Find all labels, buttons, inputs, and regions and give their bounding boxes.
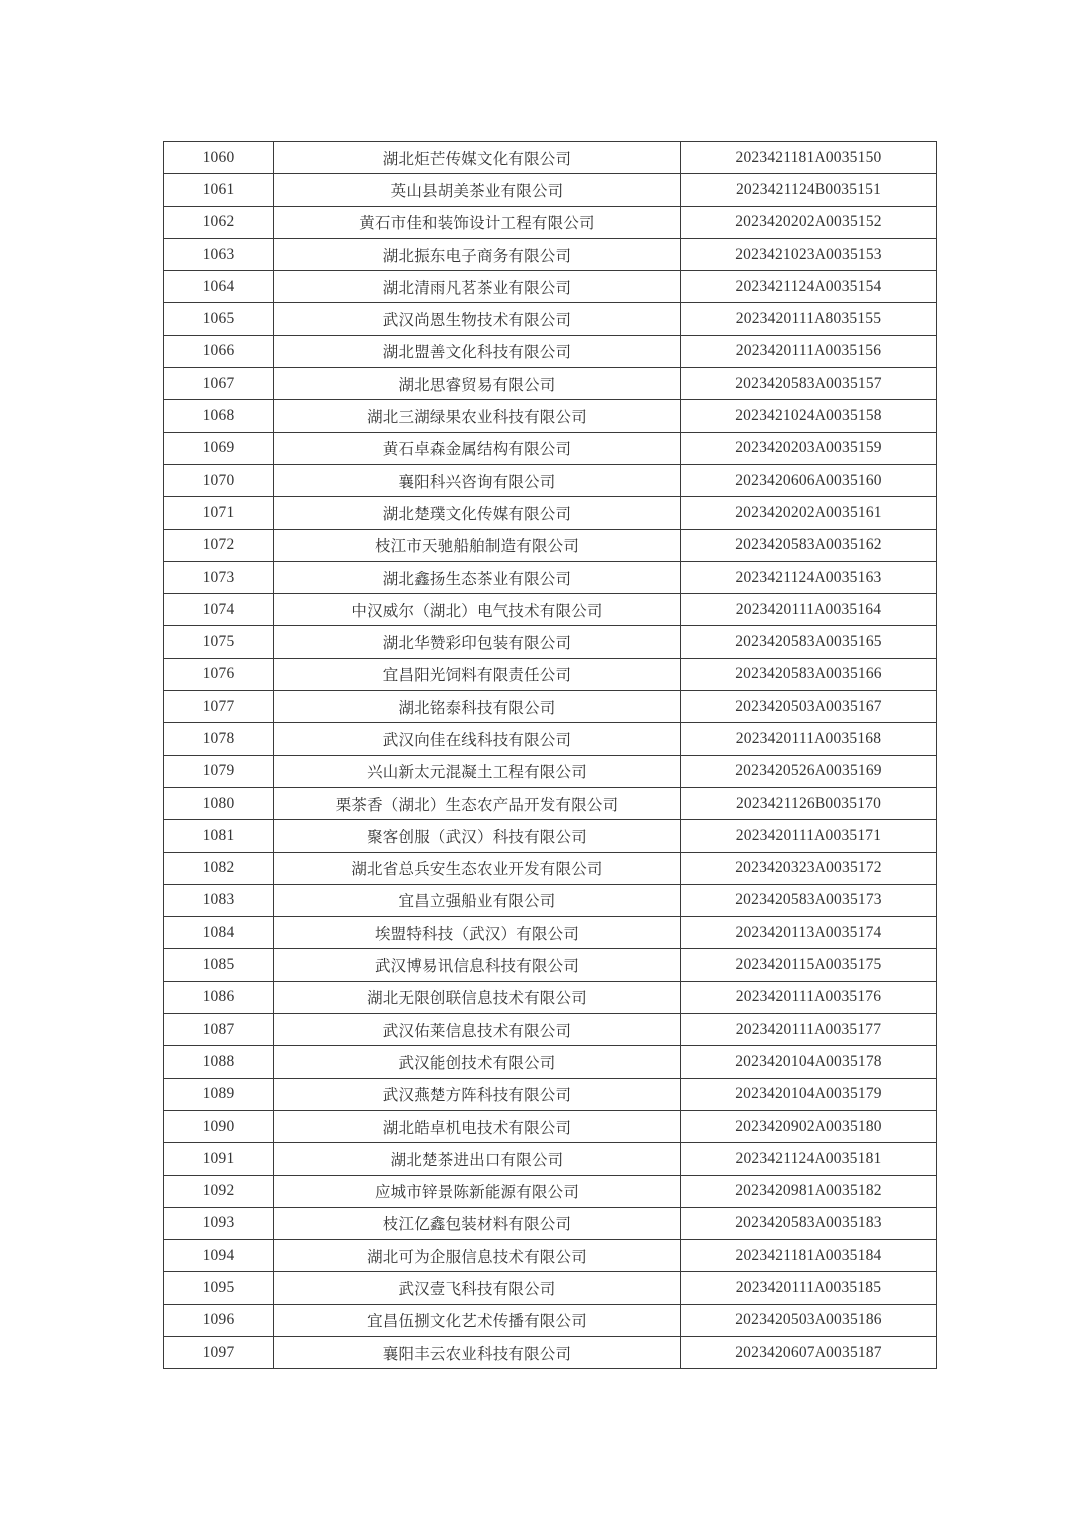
registration-code-cell: 2023420902A0035180 (681, 1110, 937, 1142)
table-row (164, 1336, 937, 1368)
table-row (164, 1304, 937, 1336)
company-name-cell: 湖北清雨凡茗茶业有限公司 (274, 271, 681, 303)
company-name-cell: 宜昌阳光饲料有限责任公司 (274, 658, 681, 690)
company-name-cell: 湖北省总兵安生态农业开发有限公司 (274, 852, 681, 884)
registration-code-cell: 2023420111A8035155 (681, 303, 937, 335)
serial-number-cell: 1085 (164, 949, 274, 981)
company-name-cell: 英山县胡美茶业有限公司 (274, 174, 681, 206)
serial-number-cell: 1078 (164, 723, 274, 755)
company-name-cell: 武汉能创技术有限公司 (274, 1046, 681, 1078)
registration-code-cell: 2023421024A0035158 (681, 400, 937, 432)
company-name-cell: 武汉燕楚方阵科技有限公司 (274, 1078, 681, 1110)
table-row (164, 723, 937, 755)
registration-code-cell: 2023420203A0035159 (681, 432, 937, 464)
registration-code-cell: 2023420583A0035166 (681, 658, 937, 690)
company-name-cell: 武汉壹飞科技有限公司 (274, 1272, 681, 1304)
registration-code-cell: 2023420202A0035161 (681, 497, 937, 529)
serial-number-cell: 1083 (164, 884, 274, 916)
registration-code-cell: 2023421181A0035184 (681, 1240, 937, 1272)
serial-number-cell: 1068 (164, 400, 274, 432)
serial-number-cell: 1077 (164, 691, 274, 723)
table-row (164, 1110, 937, 1142)
table-row (164, 1014, 937, 1046)
table-row (164, 949, 937, 981)
table-row (164, 852, 937, 884)
table-row (164, 755, 937, 787)
table-row (164, 368, 937, 400)
company-name-cell: 应城市锌景陈新能源有限公司 (274, 1175, 681, 1207)
registration-code-cell: 2023421124A0035181 (681, 1143, 937, 1175)
company-name-cell: 武汉博易讯信息科技有限公司 (274, 949, 681, 981)
company-name-cell: 湖北鑫扬生态茶业有限公司 (274, 561, 681, 593)
company-list-table (163, 141, 937, 1369)
serial-number-cell: 1086 (164, 981, 274, 1013)
company-name-cell: 湖北华赞彩印包装有限公司 (274, 626, 681, 658)
table-row (164, 1143, 937, 1175)
serial-number-cell: 1090 (164, 1110, 274, 1142)
company-name-cell: 栗茶香（湖北）生态农产品开发有限公司 (274, 787, 681, 819)
serial-number-cell: 1072 (164, 529, 274, 561)
table-row (164, 1240, 937, 1272)
registration-code-cell: 2023421124A0035154 (681, 271, 937, 303)
registration-code-cell: 2023420111A0035156 (681, 335, 937, 367)
serial-number-cell: 1081 (164, 820, 274, 852)
registration-code-cell: 2023421181A0035150 (681, 142, 937, 174)
table-row (164, 658, 937, 690)
table-row (164, 303, 937, 335)
registration-code-cell: 2023420583A0035183 (681, 1207, 937, 1239)
serial-number-cell: 1067 (164, 368, 274, 400)
registration-code-cell: 2023420607A0035187 (681, 1336, 937, 1368)
registration-code-cell: 2023420111A0035176 (681, 981, 937, 1013)
registration-code-cell: 2023420111A0035164 (681, 594, 937, 626)
registration-code-cell: 2023420583A0035157 (681, 368, 937, 400)
table-row (164, 464, 937, 496)
company-name-cell: 湖北可为企服信息技术有限公司 (274, 1240, 681, 1272)
company-name-cell: 黄石卓森金属结构有限公司 (274, 432, 681, 464)
company-name-cell: 枝江市天驰船舶制造有限公司 (274, 529, 681, 561)
table-row (164, 787, 937, 819)
company-name-cell: 湖北楚璞文化传媒有限公司 (274, 497, 681, 529)
company-name-cell: 宜昌立强船业有限公司 (274, 884, 681, 916)
registration-code-cell: 2023420111A0035177 (681, 1014, 937, 1046)
registration-code-cell: 2023420981A0035182 (681, 1175, 937, 1207)
table-row (164, 142, 937, 174)
company-name-cell: 宜昌伍捌文化艺术传播有限公司 (274, 1304, 681, 1336)
table-row (164, 271, 937, 303)
registration-code-cell: 2023421124B0035151 (681, 174, 937, 206)
serial-number-cell: 1062 (164, 206, 274, 238)
company-name-cell: 聚客创服（武汉）科技有限公司 (274, 820, 681, 852)
registration-code-cell: 2023421023A0035153 (681, 238, 937, 270)
registration-code-cell: 2023420526A0035169 (681, 755, 937, 787)
table-row (164, 981, 937, 1013)
serial-number-cell: 1087 (164, 1014, 274, 1046)
company-name-cell: 湖北盟善文化科技有限公司 (274, 335, 681, 367)
serial-number-cell: 1073 (164, 561, 274, 593)
serial-number-cell: 1094 (164, 1240, 274, 1272)
company-name-cell: 湖北皓卓机电技术有限公司 (274, 1110, 681, 1142)
company-name-cell: 武汉佑莱信息技术有限公司 (274, 1014, 681, 1046)
company-name-cell: 湖北振东电子商务有限公司 (274, 238, 681, 270)
registration-code-cell: 2023420583A0035173 (681, 884, 937, 916)
registration-code-cell: 2023420503A0035186 (681, 1304, 937, 1336)
company-name-cell: 黄石市佳和装饰设计工程有限公司 (274, 206, 681, 238)
table-row (164, 561, 937, 593)
table-row (164, 691, 937, 723)
serial-number-cell: 1080 (164, 787, 274, 819)
company-name-cell: 枝江亿鑫包装材料有限公司 (274, 1207, 681, 1239)
serial-number-cell: 1060 (164, 142, 274, 174)
serial-number-cell: 1063 (164, 238, 274, 270)
table-row (164, 238, 937, 270)
serial-number-cell: 1091 (164, 1143, 274, 1175)
company-name-cell: 兴山新太元混凝土工程有限公司 (274, 755, 681, 787)
serial-number-cell: 1064 (164, 271, 274, 303)
registration-code-cell: 2023420606A0035160 (681, 464, 937, 496)
registration-code-cell: 2023420111A0035185 (681, 1272, 937, 1304)
table-row (164, 432, 937, 464)
company-name-cell: 武汉尚恩生物技术有限公司 (274, 303, 681, 335)
company-name-cell: 湖北无限创联信息技术有限公司 (274, 981, 681, 1013)
registration-code-cell: 2023420111A0035171 (681, 820, 937, 852)
serial-number-cell: 1089 (164, 1078, 274, 1110)
company-name-cell: 湖北楚茶进出口有限公司 (274, 1143, 681, 1175)
registration-code-cell: 2023421124A0035163 (681, 561, 937, 593)
company-name-cell: 埃盟特科技（武汉）有限公司 (274, 917, 681, 949)
serial-number-cell: 1066 (164, 335, 274, 367)
table-row (164, 1175, 937, 1207)
serial-number-cell: 1092 (164, 1175, 274, 1207)
registration-code-cell: 2023420583A0035162 (681, 529, 937, 561)
serial-number-cell: 1075 (164, 626, 274, 658)
serial-number-cell: 1069 (164, 432, 274, 464)
registration-code-cell: 2023420104A0035178 (681, 1046, 937, 1078)
serial-number-cell: 1084 (164, 917, 274, 949)
table-body (164, 142, 937, 1369)
table-row (164, 529, 937, 561)
serial-number-cell: 1088 (164, 1046, 274, 1078)
company-name-cell: 湖北炬芒传媒文化有限公司 (274, 142, 681, 174)
table-row (164, 206, 937, 238)
serial-number-cell: 1082 (164, 852, 274, 884)
serial-number-cell: 1095 (164, 1272, 274, 1304)
table-row (164, 497, 937, 529)
company-name-cell: 湖北思睿贸易有限公司 (274, 368, 681, 400)
registration-code-cell: 2023420503A0035167 (681, 691, 937, 723)
serial-number-cell: 1070 (164, 464, 274, 496)
serial-number-cell: 1096 (164, 1304, 274, 1336)
table-row (164, 820, 937, 852)
serial-number-cell: 1065 (164, 303, 274, 335)
registration-code-cell: 2023420583A0035165 (681, 626, 937, 658)
table-row (164, 626, 937, 658)
table-row (164, 1046, 937, 1078)
registration-code-cell: 2023420202A0035152 (681, 206, 937, 238)
company-name-cell: 武汉向佳在线科技有限公司 (274, 723, 681, 755)
registration-code-cell: 2023420113A0035174 (681, 917, 937, 949)
registration-code-cell: 2023420115A0035175 (681, 949, 937, 981)
serial-number-cell: 1074 (164, 594, 274, 626)
serial-number-cell: 1079 (164, 755, 274, 787)
company-name-cell: 襄阳丰云农业科技有限公司 (274, 1336, 681, 1368)
table-row (164, 1078, 937, 1110)
table-row (164, 1207, 937, 1239)
serial-number-cell: 1097 (164, 1336, 274, 1368)
serial-number-cell: 1061 (164, 174, 274, 206)
registration-code-cell: 2023420323A0035172 (681, 852, 937, 884)
registration-code-cell: 2023420104A0035179 (681, 1078, 937, 1110)
serial-number-cell: 1076 (164, 658, 274, 690)
company-name-cell: 湖北三湖绿果农业科技有限公司 (274, 400, 681, 432)
serial-number-cell: 1071 (164, 497, 274, 529)
table-row (164, 594, 937, 626)
table-row (164, 335, 937, 367)
registration-code-cell: 2023420111A0035168 (681, 723, 937, 755)
registration-code-cell: 2023421126B0035170 (681, 787, 937, 819)
company-name-cell: 湖北铭泰科技有限公司 (274, 691, 681, 723)
serial-number-cell: 1093 (164, 1207, 274, 1239)
company-name-cell: 襄阳科兴咨询有限公司 (274, 464, 681, 496)
table-row (164, 884, 937, 916)
table-row (164, 400, 937, 432)
table-row (164, 917, 937, 949)
table-row (164, 1272, 937, 1304)
company-name-cell: 中汉威尔（湖北）电气技术有限公司 (274, 594, 681, 626)
table-row (164, 174, 937, 206)
